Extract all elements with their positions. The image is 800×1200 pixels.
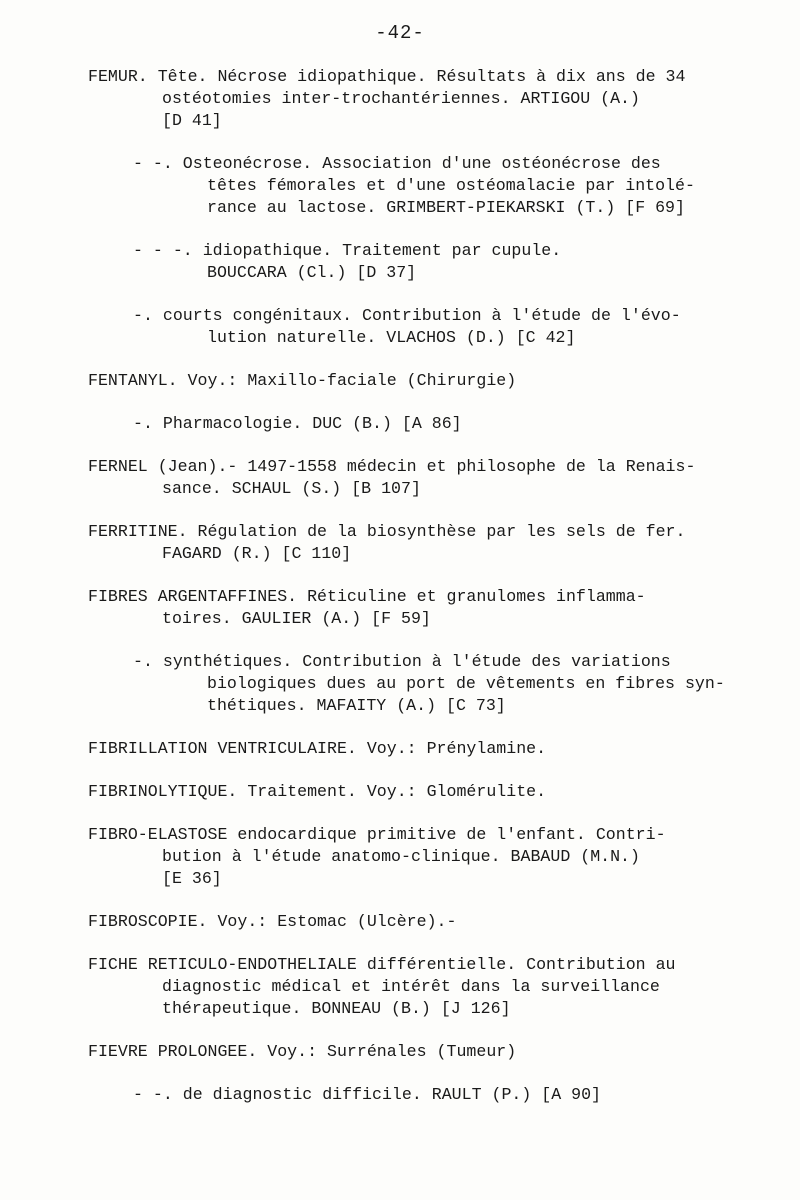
entry-line: FIBRES ARGENTAFFINES. Réticuline et granulomes inflamma- (88, 587, 646, 606)
entry-line: diagnostic médical et intérêt dans la surveillance (162, 977, 660, 996)
entry-line: têtes fémorales et d'une ostéomalacie par intolé- (207, 176, 695, 195)
entry-line: FEMUR. Tête. Nécrose idiopathique. Résultats à dix ans de 34 (88, 67, 686, 86)
entry-line: biologiques dues au port de vêtements en fibres syn- (207, 674, 725, 693)
index-entry (88, 305, 728, 349)
index-entry (88, 153, 728, 219)
entry-line: FERNEL (Jean).- 1497-1558 médecin et philosophe de la Renais- (88, 457, 696, 476)
entry-line: FIBROSCOPIE. Voy.: Estomac (Ulcère).- (88, 912, 457, 931)
entry-line: FERRITINE. Régulation de la biosynthèse par les sels de fer. (88, 522, 686, 541)
entry-line: [D 41] (162, 111, 222, 130)
entry-line: - - -. idiopathique. Traitement par cupule. (133, 241, 562, 260)
index-entry (88, 66, 728, 132)
entry-line: sance. SCHAUL (S.) [B 107] (162, 479, 421, 498)
entry-line: thétiques. MAFAITY (A.) [C 73] (207, 696, 506, 715)
entry-line: -. courts congénitaux. Contribution à l'étude de l'évo- (133, 306, 681, 325)
index-entry (88, 1084, 728, 1106)
index-entry (88, 651, 728, 717)
index-entry (88, 738, 728, 760)
index-entry (88, 586, 728, 630)
index-entry (88, 911, 728, 933)
entry-line: - -. de diagnostic difficile. RAULT (P.) [A 90] (133, 1085, 602, 1104)
entry-line: BOUCCARA (Cl.) [D 37] (207, 263, 417, 282)
index-entry (88, 521, 728, 565)
index-entry (88, 824, 728, 890)
entry-line: rance au lactose. GRIMBERT-PIEKARSKI (T.) [F 69] (207, 198, 685, 217)
entry-line: bution à l'étude anatomo-clinique. BABAUD (M.N.) (162, 847, 640, 866)
entry-line: FIBRO-ELASTOSE endocardique primitive de l'enfant. Contri- (88, 825, 666, 844)
index-entry (88, 370, 728, 392)
entry-line: [E 36] (162, 869, 222, 888)
index-entries (88, 66, 728, 1127)
entry-line: FIBRILLATION VENTRICULAIRE. Voy.: Prénylamine. (88, 739, 547, 758)
entry-line: -. Pharmacologie. DUC (B.) [A 86] (133, 414, 462, 433)
entry-line: FAGARD (R.) [C 110] (162, 544, 352, 563)
entry-line: FIEVRE PROLONGEE. Voy.: Surrénales (Tumeur) (88, 1042, 517, 1061)
entry-line: thérapeutique. BONNEAU (B.) [J 126] (162, 999, 511, 1018)
entry-line: ostéotomies inter-trochantériennes. ARTIGOU (A.) (162, 89, 640, 108)
index-entry (88, 240, 728, 284)
index-entry (88, 413, 728, 435)
entry-line: FICHE RETICULO-ENDOTHELIALE différentielle. Contribution au (88, 955, 676, 974)
index-entry (88, 781, 728, 803)
index-entry (88, 1041, 728, 1063)
entry-line: lution naturelle. VLACHOS (D.) [C 42] (207, 328, 576, 347)
entry-line: - -. Osteonécrose. Association d'une ostéonécrose des (133, 154, 661, 173)
index-entry (88, 456, 728, 500)
entry-line: FENTANYL. Voy.: Maxillo-faciale (Chirurgie) (88, 371, 517, 390)
entry-line: -. synthétiques. Contribution à l'étude des variations (133, 652, 671, 671)
entry-line: FIBRINOLYTIQUE. Traitement. Voy.: Glomérulite. (88, 782, 547, 801)
entry-line: toires. GAULIER (A.) [F 59] (162, 609, 431, 628)
page-number: -42- (375, 22, 425, 44)
index-entry (88, 954, 728, 1020)
